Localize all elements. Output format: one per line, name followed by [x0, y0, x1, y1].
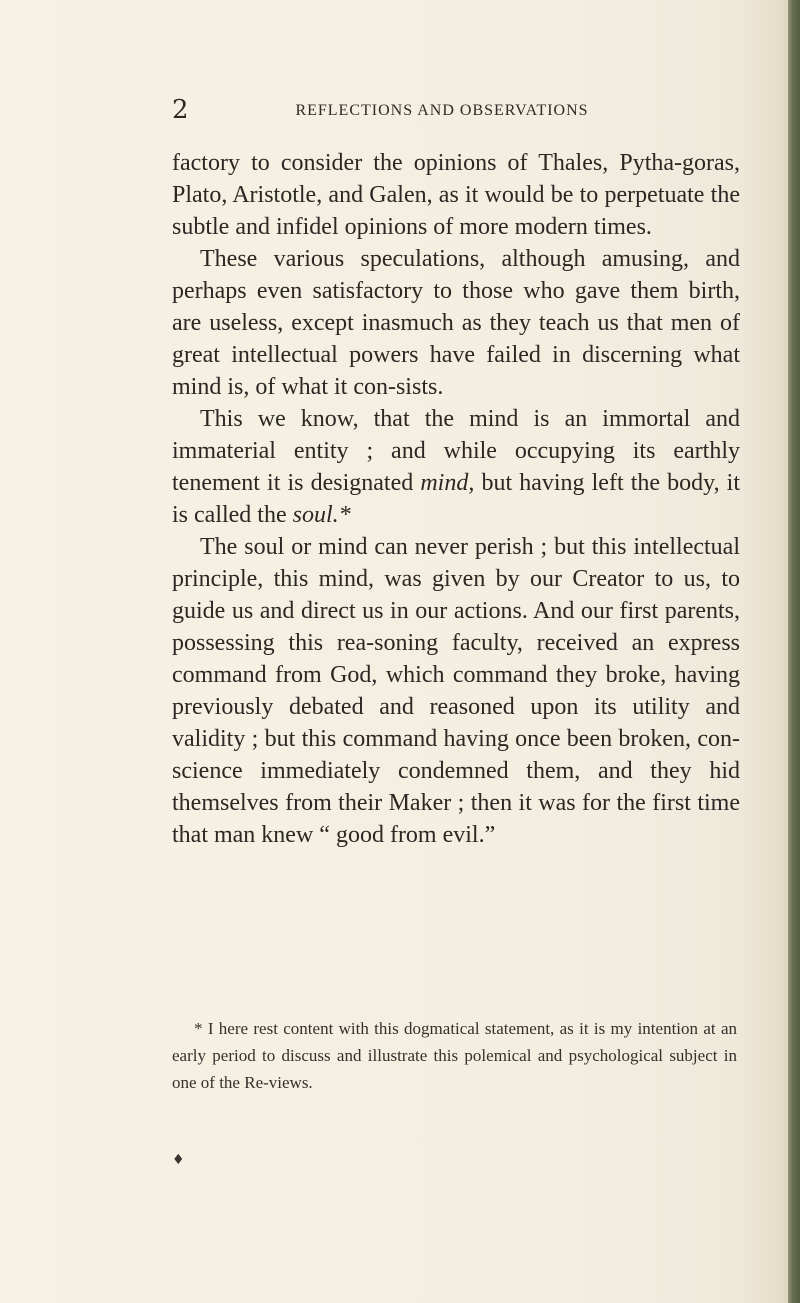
marginal-mark: ♦: [172, 1152, 185, 1168]
italic-mind: mind,: [420, 470, 475, 496]
italic-soul: soul.*: [292, 502, 351, 528]
page-edge-shadow: [788, 0, 800, 1303]
page-header: [172, 95, 652, 125]
footnote: [172, 1015, 737, 1096]
footnote-text: * I here rest content with this dogmatical statement, as it is my intention at an early period to discuss and illustrate this polemical and psychological subject in one of the Re-views.: [172, 1019, 737, 1092]
paragraph-3-part-b: but having left the body, it is called the: [172, 470, 741, 528]
paragraph-3: [172, 403, 740, 531]
body-text: [172, 147, 740, 851]
paragraph-4: The soul or mind can never perish ; but this intellectual principle, this mind, was given by our Creator to us, to guide us and direct us in our actions. And our first parents, possessing this rea-soning faculty, received an express command from God, which command they broke, having previously debated and reasoned upon its utility and validity ; but this command having once been broken, con-science immediately condemned them, and they hid themselves from their Maker ; then it was for the first time that man knew “ good from evil.”: [172, 534, 740, 848]
paragraph-3-part-a: This we know, that the mind is an immortal and immaterial entity ; and while occupying its earthly tenement it is designated: [172, 406, 740, 496]
running-head: REFLECTIONS AND OBSERVATIONS: [295, 102, 589, 119]
paragraph-1: factory to consider the opinions of Thales, Pytha-goras, Plato, Aristotle, and Galen, as it would be to perpetuate the subtle and infidel opinions of more modern times.: [172, 150, 740, 240]
paragraph-2: These various speculations, although amusing, and perhaps even satisfactory to those who gave them birth, are useless, except inasmuch as they teach us that men of great intellectual powers have failed in discerning what mind is, of what it con-sists.: [172, 246, 740, 400]
page-number: 2: [172, 95, 189, 125]
